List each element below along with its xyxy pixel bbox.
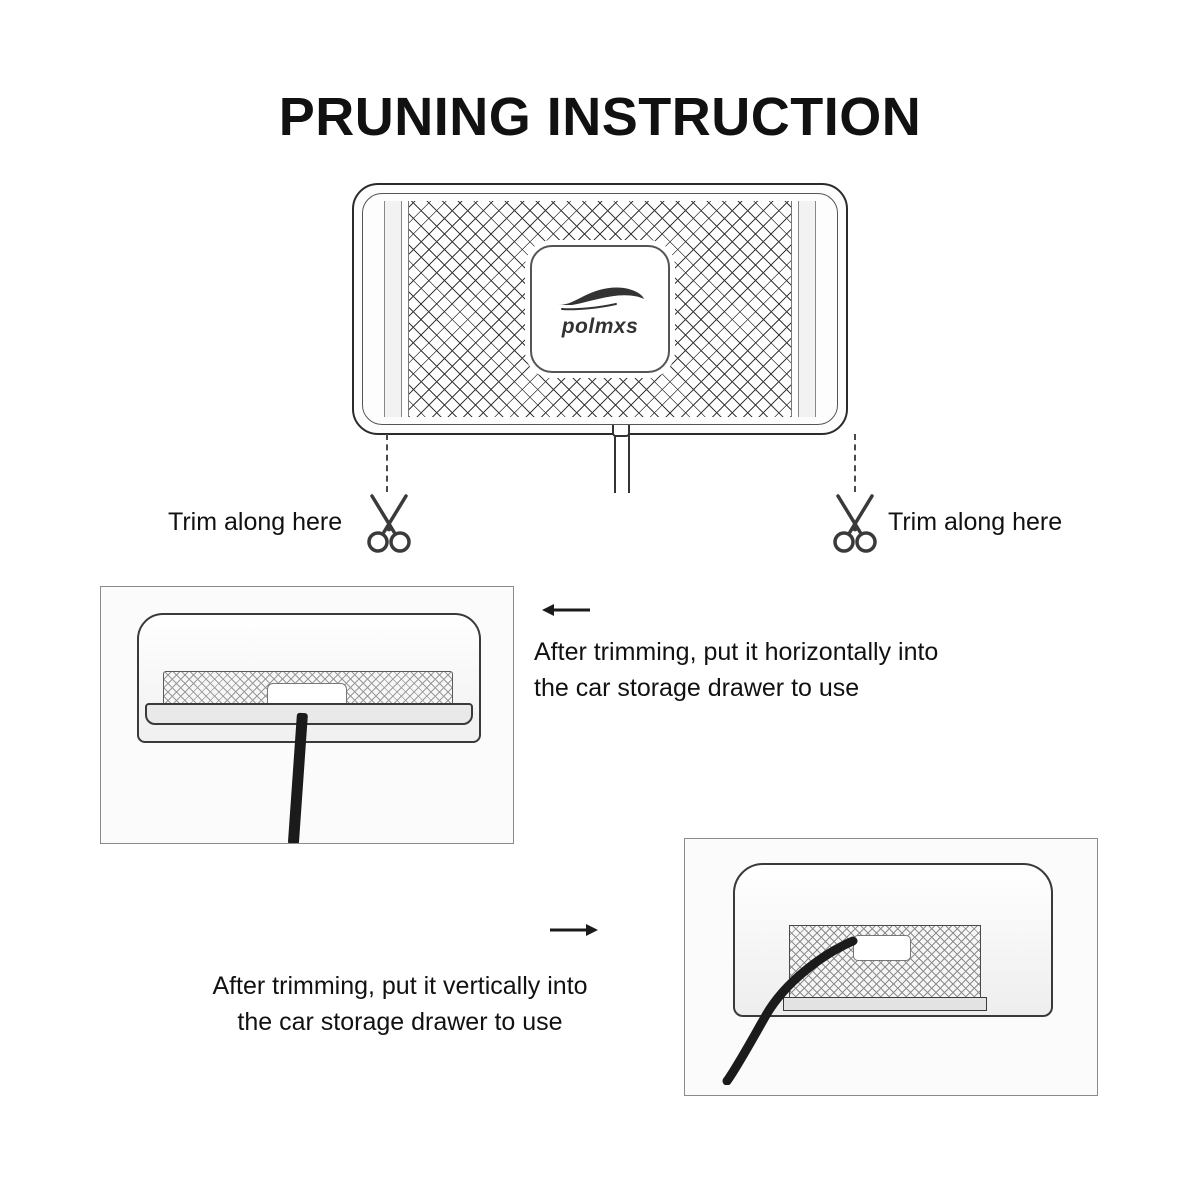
power-cable — [598, 425, 644, 493]
step-2-caption-line-1: After trimming, put it vertically into — [212, 972, 588, 1000]
step-2-caption-line-2: the car storage drawer to use — [237, 1008, 563, 1036]
scissors-icon — [828, 492, 882, 554]
step-1-caption-line-1: After trimming, put it horizontally into — [534, 638, 939, 666]
hanging-cable — [715, 935, 865, 1085]
brand-logo-text: polmxs — [561, 315, 639, 338]
arrow-right-icon — [548, 920, 600, 940]
car-silhouette-icon — [554, 279, 646, 313]
step-1-caption-line-2: the car storage drawer to use — [534, 674, 860, 702]
brand-logo-plate — [530, 245, 670, 373]
vertical-placement-photo — [684, 838, 1098, 1096]
step-2-caption — [150, 968, 650, 1040]
drawer-front-lip — [145, 703, 473, 725]
trim-guide-line-left — [386, 434, 388, 492]
trim-guide-line-right — [854, 434, 856, 492]
product-illustration — [352, 183, 848, 435]
step-1-caption — [534, 634, 1034, 706]
cable-strand-left — [614, 435, 616, 493]
trim-label-right: Trim along here — [888, 508, 1063, 536]
arrow-left-icon — [540, 600, 592, 620]
trim-label-left: Trim along here — [168, 508, 343, 536]
mat-side-band-left — [384, 201, 402, 417]
horizontal-placement-photo — [100, 586, 514, 844]
cable-strand-right — [628, 435, 630, 493]
mat-side-band-right — [798, 201, 816, 417]
scissors-icon — [362, 492, 416, 554]
page-title: PRUNING INSTRUCTION — [278, 87, 922, 147]
